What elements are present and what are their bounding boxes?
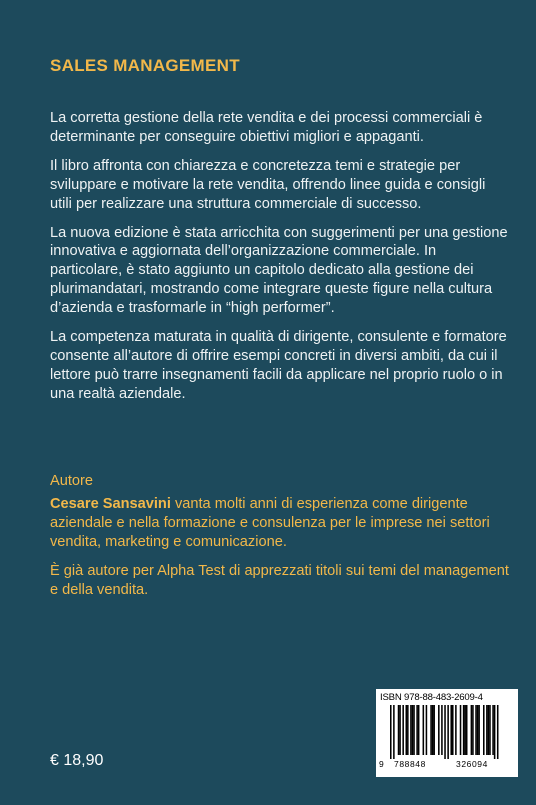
author-section — [50, 472, 520, 609]
author-name: Cesare Sansavini — [50, 495, 171, 512]
barcode-bar — [494, 705, 496, 759]
barcode-bar — [430, 705, 432, 755]
barcode-bar — [441, 705, 443, 755]
barcode-bar — [489, 705, 491, 755]
barcode-bar — [486, 705, 488, 755]
barcode-bar — [402, 705, 404, 755]
barcode-bar — [452, 705, 454, 755]
barcode-bar — [488, 705, 490, 755]
barcode-bar — [393, 705, 395, 759]
barcode-bars — [382, 705, 512, 759]
barcode-bar — [416, 705, 418, 755]
barcode-bar — [444, 705, 446, 759]
description-paragraph-3: La nuova edizione è stata arricchita con suggerimenti per una gestione innovativa e aggiornata dell’organizzazione commerciale. In particolare, è stato aggiunto un capitolo dedicato alla gestione dei plurimandatari, mostrando come integrare queste figure nella cultura d’azienda e trasformarle in “high performer”. — [50, 224, 508, 317]
barcode-bar — [432, 705, 434, 755]
barcode-bar — [418, 705, 420, 755]
barcode-bar — [492, 705, 494, 755]
author-bio — [50, 495, 520, 552]
barcode-bar — [455, 705, 457, 755]
barcode-bar — [413, 705, 415, 755]
barcode-bar — [433, 705, 435, 755]
barcode-bar — [450, 705, 452, 755]
barcode-bar — [477, 705, 479, 755]
barcode-right-digits: 326094 — [456, 759, 488, 769]
description-paragraph-4: La competenza maturata in qualità di dirigente, consulente e formatore consente all’autore di offrire esempi concreti in diversi ambiti, da cui il lettore può trarre insegnamenti facili da applicare nel proprio ruolo o in una realtà aziendale. — [50, 329, 507, 402]
barcode-bar — [471, 705, 473, 755]
author-bio-2: È già autore per Alpha Test di apprezzati titoli sui temi del management e della vendita. — [50, 562, 509, 598]
barcode-left-digits: 788848 — [394, 759, 426, 769]
barcode-first-digit: 9 — [379, 759, 385, 769]
barcode-bar — [497, 705, 499, 759]
description-paragraph-2: Il libro affronta con chiarezza e concretezza temi e strategie per sviluppare e motivare la rete vendita, offrendo linee guida e consigli utili per realizzare una struttura commerciale di successo. — [50, 157, 486, 212]
isbn-barcode — [376, 689, 518, 777]
barcode-bar — [478, 705, 480, 755]
barcode-bar — [447, 705, 449, 759]
barcode-bar — [398, 705, 400, 755]
book-title: SALES MANAGEMENT — [50, 56, 240, 75]
price: € 18,90 — [50, 752, 104, 769]
author-bio-text: vanta molti anni di esperienza come dirigente aziendale e nella formazione e consulenza per le imprese nei settori vendita, marketing e comunicazione. — [50, 495, 490, 550]
barcode-bar — [463, 705, 465, 755]
barcode-bar — [399, 705, 401, 755]
author-heading: Autore — [50, 473, 93, 489]
barcode-bar — [464, 705, 466, 755]
description — [50, 109, 510, 414]
barcode-bar — [410, 705, 412, 755]
barcode-bar — [472, 705, 474, 755]
barcode-bar — [412, 705, 414, 755]
barcode-bar — [460, 705, 462, 755]
barcode-bar — [466, 705, 468, 755]
barcode-bar — [423, 705, 425, 755]
barcode-bar — [438, 705, 440, 755]
barcode-bar — [390, 705, 392, 759]
barcode-bar — [483, 705, 485, 755]
barcode-bar — [475, 705, 477, 755]
isbn-number: ISBN 978-88-483-2609-4 — [380, 692, 483, 703]
barcode-bar — [406, 705, 408, 755]
barcode-bar — [407, 705, 409, 755]
barcode-bar — [426, 705, 428, 755]
description-paragraph-1: La corretta gestione della rete vendita e dei processi commerciali è determinante per conseguire obiettivi migliori e appaganti. — [50, 110, 483, 145]
